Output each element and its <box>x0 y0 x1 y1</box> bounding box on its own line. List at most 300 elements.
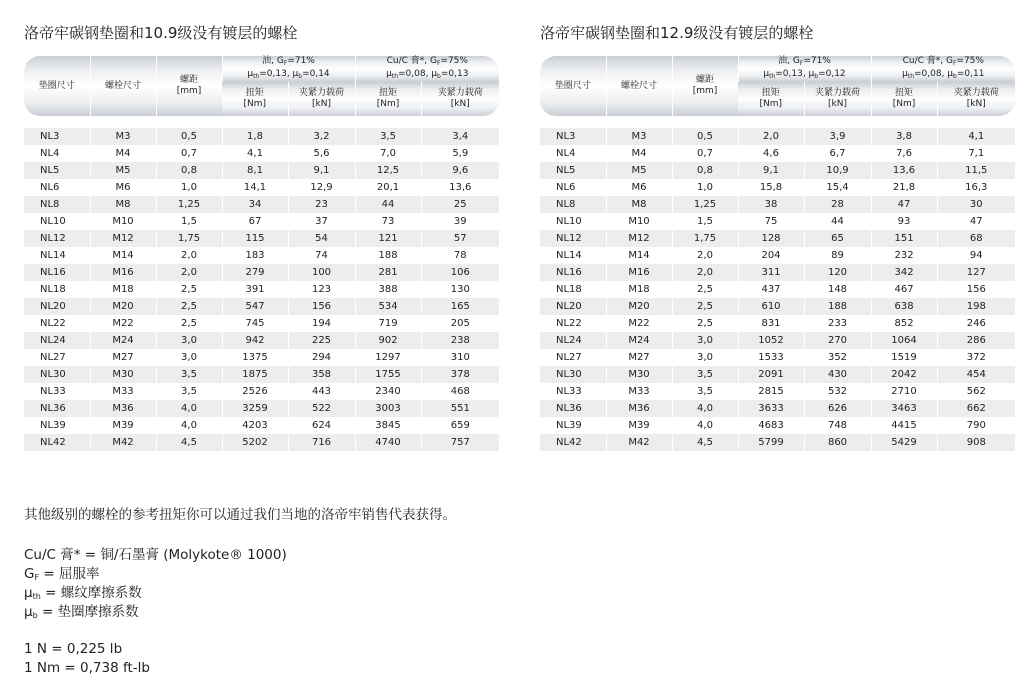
table-cell: 2,5 <box>672 281 738 298</box>
table-cell: 78 <box>421 247 499 264</box>
table-cell: 790 <box>937 417 1015 434</box>
table-cell: 2091 <box>738 366 804 383</box>
table-row <box>540 128 1015 145</box>
table-row <box>540 230 1015 247</box>
table-cell: NL8 <box>24 196 90 213</box>
table-cell: 1052 <box>738 332 804 349</box>
table-cell: 372 <box>937 349 1015 366</box>
table-cell: 225 <box>288 332 355 349</box>
table-row <box>540 434 1015 451</box>
table-cell: 942 <box>222 332 288 349</box>
table-cell: 121 <box>355 230 421 247</box>
table-cell: 13,6 <box>421 179 499 196</box>
table-cell: 2,0 <box>156 247 222 264</box>
table-cell: 1875 <box>222 366 288 383</box>
table-cell: 194 <box>288 315 355 332</box>
table-cell: 12,5 <box>355 162 421 179</box>
table-cell: M18 <box>90 281 156 298</box>
table-cell: 47 <box>871 196 937 213</box>
table-cell: 430 <box>804 366 871 383</box>
table-cell: NL12 <box>24 230 90 247</box>
table-cell: 30 <box>937 196 1015 213</box>
table-cell: 1,75 <box>672 230 738 247</box>
table-cell: 74 <box>288 247 355 264</box>
table-cell: NL33 <box>540 383 606 400</box>
table-title: 洛帝牢碳钢垫圈和12.9级没有镀层的螺栓 <box>540 24 814 42</box>
table-cell: 3,5 <box>156 366 222 383</box>
table-row <box>24 434 499 451</box>
table-cell: 3,4 <box>421 128 499 145</box>
table-cell: M30 <box>606 366 672 383</box>
table-cell: 2,0 <box>738 128 804 145</box>
table-cell: M27 <box>606 349 672 366</box>
table-cell: NL39 <box>540 417 606 434</box>
table-cell: 2,0 <box>672 247 738 264</box>
table-cell: 468 <box>421 383 499 400</box>
table-cell: 352 <box>804 349 871 366</box>
table-cell: M8 <box>90 196 156 213</box>
table-cell: M24 <box>606 332 672 349</box>
table-cell: 4,0 <box>672 417 738 434</box>
table-cell: 28 <box>804 196 871 213</box>
table-cell: M42 <box>90 434 156 451</box>
table-row <box>540 315 1015 332</box>
table-body <box>540 116 1015 451</box>
table-row <box>24 383 499 400</box>
note-conversion-nm: 1 Nm = 0,738 ft-lb <box>24 660 150 676</box>
table-cell: 1,75 <box>156 230 222 247</box>
table-cell: 437 <box>738 281 804 298</box>
table-cell: 2340 <box>355 383 421 400</box>
table-cell: 3845 <box>355 417 421 434</box>
table-cell: 4203 <box>222 417 288 434</box>
table-cell: 2,5 <box>156 298 222 315</box>
table-cell: 719 <box>355 315 421 332</box>
note-mu-b: $\mu_b$ = 垫圈摩擦系数 <box>24 604 139 620</box>
header-cu-torque: 扭矩 [Nm] <box>355 82 421 116</box>
table-cell: 9,6 <box>421 162 499 179</box>
table-cell: NL36 <box>540 400 606 417</box>
table-cell: 831 <box>738 315 804 332</box>
table-cell: 165 <box>421 298 499 315</box>
table-cell: M42 <box>606 434 672 451</box>
table-cell: 279 <box>222 264 288 281</box>
table-cell: 37 <box>288 213 355 230</box>
table-cell: NL8 <box>540 196 606 213</box>
table-cell: 286 <box>937 332 1015 349</box>
table-cell: 1375 <box>222 349 288 366</box>
table-row <box>24 264 499 281</box>
table-cell: 757 <box>421 434 499 451</box>
table-cell: 534 <box>355 298 421 315</box>
table-cell: NL33 <box>24 383 90 400</box>
table-cell: 860 <box>804 434 871 451</box>
table-cell: NL16 <box>24 264 90 281</box>
table-cell: 4415 <box>871 417 937 434</box>
note-gf: $G_F$ = 屈服率 <box>24 566 100 582</box>
table-cell: M39 <box>606 417 672 434</box>
table-cell: 662 <box>937 400 1015 417</box>
table-cell: M27 <box>90 349 156 366</box>
table-cell: 5,9 <box>421 145 499 162</box>
table-cell: 532 <box>804 383 871 400</box>
table-cell: 115 <box>222 230 288 247</box>
table-cell: 3,0 <box>156 332 222 349</box>
table-row <box>24 281 499 298</box>
table-cell: 198 <box>937 298 1015 315</box>
table-cell: 3463 <box>871 400 937 417</box>
table-cell: NL39 <box>24 417 90 434</box>
table-cell: 1,25 <box>672 196 738 213</box>
header-oil-group: 油, $G_F=71\%$ $\mu_{th}=0,13$, $\mu_b=0,14$ <box>222 56 355 82</box>
table-cell: 659 <box>421 417 499 434</box>
table-cell: 5799 <box>738 434 804 451</box>
table-row <box>24 315 499 332</box>
table-row <box>540 298 1015 315</box>
table-cell: 11,5 <box>937 162 1015 179</box>
table-cell: 3,9 <box>804 128 871 145</box>
table-cell: 65 <box>804 230 871 247</box>
table-cell: NL24 <box>540 332 606 349</box>
table-cell: NL20 <box>24 298 90 315</box>
table-cell: 54 <box>288 230 355 247</box>
table-cell: 34 <box>222 196 288 213</box>
table-cell: 10,9 <box>804 162 871 179</box>
table-cell: 310 <box>421 349 499 366</box>
header-oil-clamp: 夹紧力载荷 [kN] <box>288 82 355 116</box>
table-cell: 4,5 <box>156 434 222 451</box>
table-cell: NL42 <box>540 434 606 451</box>
table-cell: 38 <box>738 196 804 213</box>
table-cell: 123 <box>288 281 355 298</box>
table-cell: 73 <box>355 213 421 230</box>
table-cell: 358 <box>288 366 355 383</box>
table-cell: 4,5 <box>672 434 738 451</box>
table-cell: M18 <box>606 281 672 298</box>
table-cell: 16,3 <box>937 179 1015 196</box>
table-row <box>24 247 499 264</box>
torque-table <box>24 56 499 451</box>
table-cell: M33 <box>606 383 672 400</box>
table-row <box>540 400 1015 417</box>
table-cell: 294 <box>288 349 355 366</box>
table-cell: 391 <box>222 281 288 298</box>
table-row <box>24 366 499 383</box>
table-cell: 8,1 <box>222 162 288 179</box>
table-cell: M16 <box>90 264 156 281</box>
header-washer-size: 垫圈尺寸 <box>540 56 606 116</box>
table-cell: M5 <box>606 162 672 179</box>
table-cell: 3,5 <box>672 383 738 400</box>
header-oil-group: 油, $G_F=71\%$ $\mu_{th}=0,13$, $\mu_b=0,12$ <box>738 56 871 82</box>
table-row <box>24 417 499 434</box>
table-cell: M30 <box>90 366 156 383</box>
table-cell: 638 <box>871 298 937 315</box>
table-cell: M12 <box>90 230 156 247</box>
table-cell: NL5 <box>540 162 606 179</box>
table-cell: 342 <box>871 264 937 281</box>
table-cell: NL20 <box>540 298 606 315</box>
table-cell: 902 <box>355 332 421 349</box>
table-cell: 2815 <box>738 383 804 400</box>
table-cell: M3 <box>90 128 156 145</box>
table-cell: M5 <box>90 162 156 179</box>
table-cell: 9,1 <box>738 162 804 179</box>
note-cu-paste: Cu/C 膏* = 铜/石墨膏 (Molykote® 1000) <box>24 547 287 563</box>
table-cell: 57 <box>421 230 499 247</box>
header-oil-torque: 扭矩 [Nm] <box>738 82 804 116</box>
table-cell: 128 <box>738 230 804 247</box>
table-cell: NL18 <box>540 281 606 298</box>
table-cell: NL3 <box>540 128 606 145</box>
table-cell: 4,0 <box>156 417 222 434</box>
table-cell: NL22 <box>24 315 90 332</box>
table-cell: 44 <box>804 213 871 230</box>
table-cell: 2526 <box>222 383 288 400</box>
table-cell: 21,8 <box>871 179 937 196</box>
table-cell: M4 <box>90 145 156 162</box>
table-cell: 443 <box>288 383 355 400</box>
table-cell: 13,6 <box>871 162 937 179</box>
table-cell: 0,7 <box>156 145 222 162</box>
table-cell: 6,7 <box>804 145 871 162</box>
table-cell: NL10 <box>24 213 90 230</box>
table-cell: 127 <box>937 264 1015 281</box>
table-cell: M36 <box>90 400 156 417</box>
table-cell: 281 <box>355 264 421 281</box>
table-cell: 12,9 <box>288 179 355 196</box>
table-cell: M36 <box>606 400 672 417</box>
table-cell: M10 <box>90 213 156 230</box>
header-cu-clamp: 夹紧力载荷 [kN] <box>937 82 1015 116</box>
table-cell: 2,5 <box>672 298 738 315</box>
header-cu-paste-group: Cu/C 膏*, $G_F=75\%$ $\mu_{th}=0,08$, $\mu_b=0,11$ <box>871 56 1015 82</box>
table-cell: NL27 <box>540 349 606 366</box>
table-cell: M22 <box>90 315 156 332</box>
table-cell: 3,0 <box>672 349 738 366</box>
table-title: 洛帝牢碳钢垫圈和10.9级没有镀层的螺栓 <box>24 24 298 42</box>
table-cell: 14,1 <box>222 179 288 196</box>
table-cell: 15,8 <box>738 179 804 196</box>
table-body <box>24 116 499 451</box>
table-cell: 7,6 <box>871 145 937 162</box>
table-row <box>24 400 499 417</box>
table-cell: M16 <box>606 264 672 281</box>
table-cell: NL22 <box>540 315 606 332</box>
table-cell: 106 <box>421 264 499 281</box>
table-cell: 1,8 <box>222 128 288 145</box>
table-row <box>540 281 1015 298</box>
table-cell: 716 <box>288 434 355 451</box>
table-cell: 1064 <box>871 332 937 349</box>
table-cell: 156 <box>288 298 355 315</box>
header-bolt-size: 螺栓尺寸 <box>90 56 156 116</box>
table-cell: 4,6 <box>738 145 804 162</box>
table-cell: 23 <box>288 196 355 213</box>
table-cell: 100 <box>288 264 355 281</box>
table-cell: M20 <box>606 298 672 315</box>
table-cell: 547 <box>222 298 288 315</box>
table-row <box>540 366 1015 383</box>
table-cell: 4,0 <box>156 400 222 417</box>
table-cell: M39 <box>90 417 156 434</box>
table-cell: M3 <box>606 128 672 145</box>
table-cell: NL5 <box>24 162 90 179</box>
table-cell: 467 <box>871 281 937 298</box>
table-cell: NL30 <box>24 366 90 383</box>
table-cell: 205 <box>421 315 499 332</box>
table-cell: 5202 <box>222 434 288 451</box>
table-cell: M6 <box>606 179 672 196</box>
table-cell: 39 <box>421 213 499 230</box>
table-cell: NL16 <box>540 264 606 281</box>
table-cell: NL4 <box>540 145 606 162</box>
table-row <box>540 264 1015 281</box>
table-cell: NL3 <box>24 128 90 145</box>
table-cell: 522 <box>288 400 355 417</box>
table-cell: 0,7 <box>672 145 738 162</box>
header-pitch: 螺距 [mm] <box>672 56 738 116</box>
table-cell: M6 <box>90 179 156 196</box>
table-cell: 3,0 <box>156 349 222 366</box>
table-cell: 1,5 <box>156 213 222 230</box>
header-washer-size: 垫圈尺寸 <box>24 56 90 116</box>
table-cell: 120 <box>804 264 871 281</box>
table-cell: NL18 <box>24 281 90 298</box>
table-cell: 3003 <box>355 400 421 417</box>
table-row <box>540 417 1015 434</box>
header-cu-paste-group: Cu/C 膏*, $G_F=75\%$ $\mu_{th}=0,08$, $\mu_b=0,13$ <box>355 56 499 82</box>
table-cell: 3,2 <box>288 128 355 145</box>
table-cell: 75 <box>738 213 804 230</box>
table-row <box>24 128 499 145</box>
table-cell: M14 <box>606 247 672 264</box>
table-cell: 388 <box>355 281 421 298</box>
table-cell: 0,5 <box>156 128 222 145</box>
table-cell: NL30 <box>540 366 606 383</box>
table-cell: 3633 <box>738 400 804 417</box>
table-cell: 2,5 <box>156 281 222 298</box>
table-cell: 15,4 <box>804 179 871 196</box>
table-row <box>540 332 1015 349</box>
table-cell: 454 <box>937 366 1015 383</box>
table-cell: NL36 <box>24 400 90 417</box>
table-cell: M14 <box>90 247 156 264</box>
table-cell: 3,8 <box>871 128 937 145</box>
table-cell: 188 <box>355 247 421 264</box>
table-cell: 378 <box>421 366 499 383</box>
table-row <box>24 196 499 213</box>
table-cell: 626 <box>804 400 871 417</box>
table-row <box>540 383 1015 400</box>
table-cell: 25 <box>421 196 499 213</box>
header-bolt-size: 螺栓尺寸 <box>606 56 672 116</box>
table-cell: 1,5 <box>672 213 738 230</box>
table-cell: 20,1 <box>355 179 421 196</box>
table-cell: 748 <box>804 417 871 434</box>
table-cell: M4 <box>606 145 672 162</box>
table-cell: 2042 <box>871 366 937 383</box>
table-cell: 3,5 <box>672 366 738 383</box>
table-cell: 1533 <box>738 349 804 366</box>
table-cell: 1755 <box>355 366 421 383</box>
table-cell: 183 <box>222 247 288 264</box>
table-cell: 238 <box>421 332 499 349</box>
table-cell: 7,1 <box>937 145 1015 162</box>
table-cell: 130 <box>421 281 499 298</box>
table-row <box>540 162 1015 179</box>
table-cell: 562 <box>937 383 1015 400</box>
table-cell: M12 <box>606 230 672 247</box>
table-row <box>540 179 1015 196</box>
table-cell: 148 <box>804 281 871 298</box>
table-cell: 188 <box>804 298 871 315</box>
table-row <box>24 298 499 315</box>
table-row <box>540 213 1015 230</box>
header-cu-clamp: 夹紧力载荷 [kN] <box>421 82 499 116</box>
table-cell: 2,0 <box>672 264 738 281</box>
table-cell: 68 <box>937 230 1015 247</box>
table-cell: 3,5 <box>355 128 421 145</box>
table-cell: 1,0 <box>672 179 738 196</box>
table-cell: NL10 <box>540 213 606 230</box>
table-cell: 7,0 <box>355 145 421 162</box>
table-cell: 5,6 <box>288 145 355 162</box>
table-cell: 4,0 <box>672 400 738 417</box>
table-cell: 93 <box>871 213 937 230</box>
table-cell: 4683 <box>738 417 804 434</box>
table-cell: NL27 <box>24 349 90 366</box>
table-cell: NL6 <box>540 179 606 196</box>
table-cell: NL6 <box>24 179 90 196</box>
table-panel-10-9 <box>24 20 499 451</box>
table-row <box>540 349 1015 366</box>
table-cell: 3,0 <box>672 332 738 349</box>
table-row <box>24 162 499 179</box>
table-cell: 0,8 <box>672 162 738 179</box>
table-cell: M33 <box>90 383 156 400</box>
table-row <box>24 145 499 162</box>
table-cell: 4740 <box>355 434 421 451</box>
table-cell: 1,25 <box>156 196 222 213</box>
table-cell: NL42 <box>24 434 90 451</box>
table-cell: 0,8 <box>156 162 222 179</box>
table-cell: NL14 <box>24 247 90 264</box>
table-cell: 156 <box>937 281 1015 298</box>
table-cell: 610 <box>738 298 804 315</box>
table-cell: 624 <box>288 417 355 434</box>
header-pitch: 螺距 [mm] <box>156 56 222 116</box>
table-cell: 2,5 <box>156 315 222 332</box>
table-cell: 1519 <box>871 349 937 366</box>
table-cell: 3,5 <box>156 383 222 400</box>
note-mu-th: $\mu_{th}$ = 螺纹摩擦系数 <box>24 585 142 601</box>
header-oil-torque: 扭矩 [Nm] <box>222 82 288 116</box>
table-cell: 204 <box>738 247 804 264</box>
table-cell: 9,1 <box>288 162 355 179</box>
table-cell: M10 <box>606 213 672 230</box>
table-cell: 2,0 <box>156 264 222 281</box>
table-row <box>540 145 1015 162</box>
table-cell: 94 <box>937 247 1015 264</box>
table-cell: NL12 <box>540 230 606 247</box>
note-conversion-n: 1 N = 0,225 lb <box>24 641 123 657</box>
table-cell: 311 <box>738 264 804 281</box>
table-cell: 47 <box>937 213 1015 230</box>
table-panel-12-9 <box>540 20 1015 451</box>
table-row <box>540 196 1015 213</box>
table-cell: 151 <box>871 230 937 247</box>
